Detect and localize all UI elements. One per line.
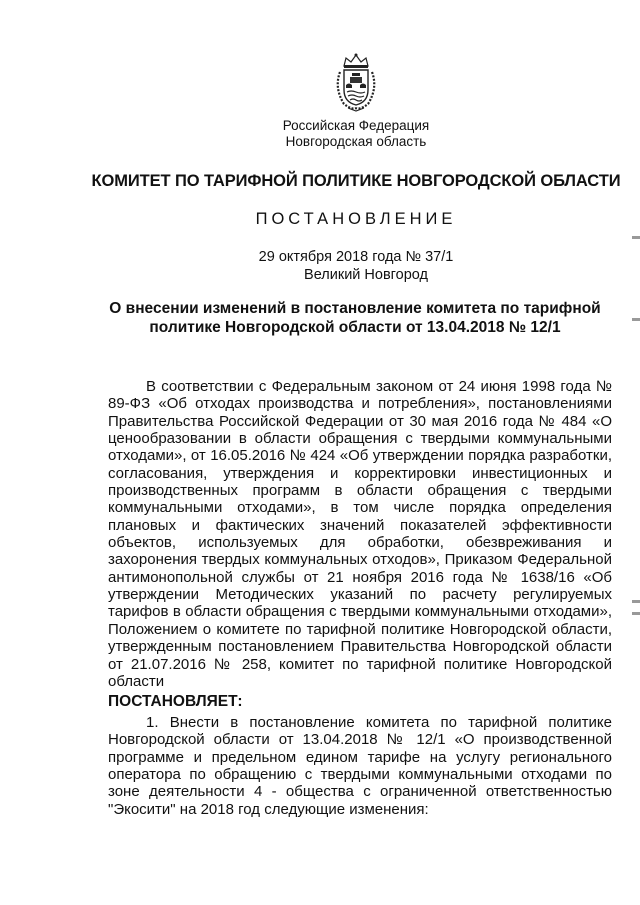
preamble-paragraph: В соответствии с Федеральным законом от 24 июня 1998 года № 89-ФЗ «Об отходах производства и потребления», постановлениями Правительства Российской Федерации от 30 мая 2016 года № 484 «О ценообразовании в области обращения с твердыми коммунальными отходами», от 16.05.2016 № 424 «Об утверждении порядка разработки, согласования, утверждения и корректировки инвестиционных и производственных программ в области обращения с твердыми коммунальными отходами», в том числе порядка определения плановых и фактических значений показателей эффективности объектов, используемых для обработки, обезвреживания и захоронения твердых коммунальных отходов», Приказом Федеральной антимонопольной службы от 21 ноября 2016 года № 1638/16 «Об утверждении Методических указаний по расчету регулируемых тарифов в области обращения с твердыми коммунальными отходами», Положением о комитете по тарифной политике Новгородской области, утвержденным постановлением Правительства Новгородской области от 21.07.2016 № 258, комитет по тарифной политике Новгородской области (108, 378, 612, 690)
country-name: Российская Федерация (282, 118, 430, 133)
committee-title: КОМИТЕТ ПО ТАРИФНОЙ ПОЛИТИКЕ НОВГОРОДСКОЙ ОБЛАСТИ (91, 172, 621, 190)
region-name: Новгородская область (285, 134, 427, 149)
document-type: ПОСТАНОВЛЕНИЕ (255, 210, 457, 228)
document-subject: О внесении изменений в постановление комитета по тарифной политике Новгородской области от 13.04.2018 № 12/1 (109, 300, 601, 336)
scan-mark (632, 612, 640, 615)
document-date-number: 29 октября 2018 года № 37/1 (258, 249, 454, 265)
scan-mark (632, 600, 640, 603)
scan-mark (632, 236, 640, 239)
document-city: Великий Новгород (304, 267, 428, 283)
scan-mark (632, 318, 640, 321)
decree-heading: ПОСТАНОВЛЯЕТ: (108, 693, 243, 710)
coat-of-arms-icon (330, 52, 382, 112)
item-1-paragraph: 1. Внести в постановление комитета по тарифной политике Новгородской области от 13.04.2018 № 12/1 «О производственной программе и предельном едином тарифе на услугу регионального оператора по обращению с твердыми коммунальными отходами по зоне деятельности 4 - общества с ограниченной ответственностью "Экосити" на 2018 год следующие изменения: (108, 714, 612, 818)
